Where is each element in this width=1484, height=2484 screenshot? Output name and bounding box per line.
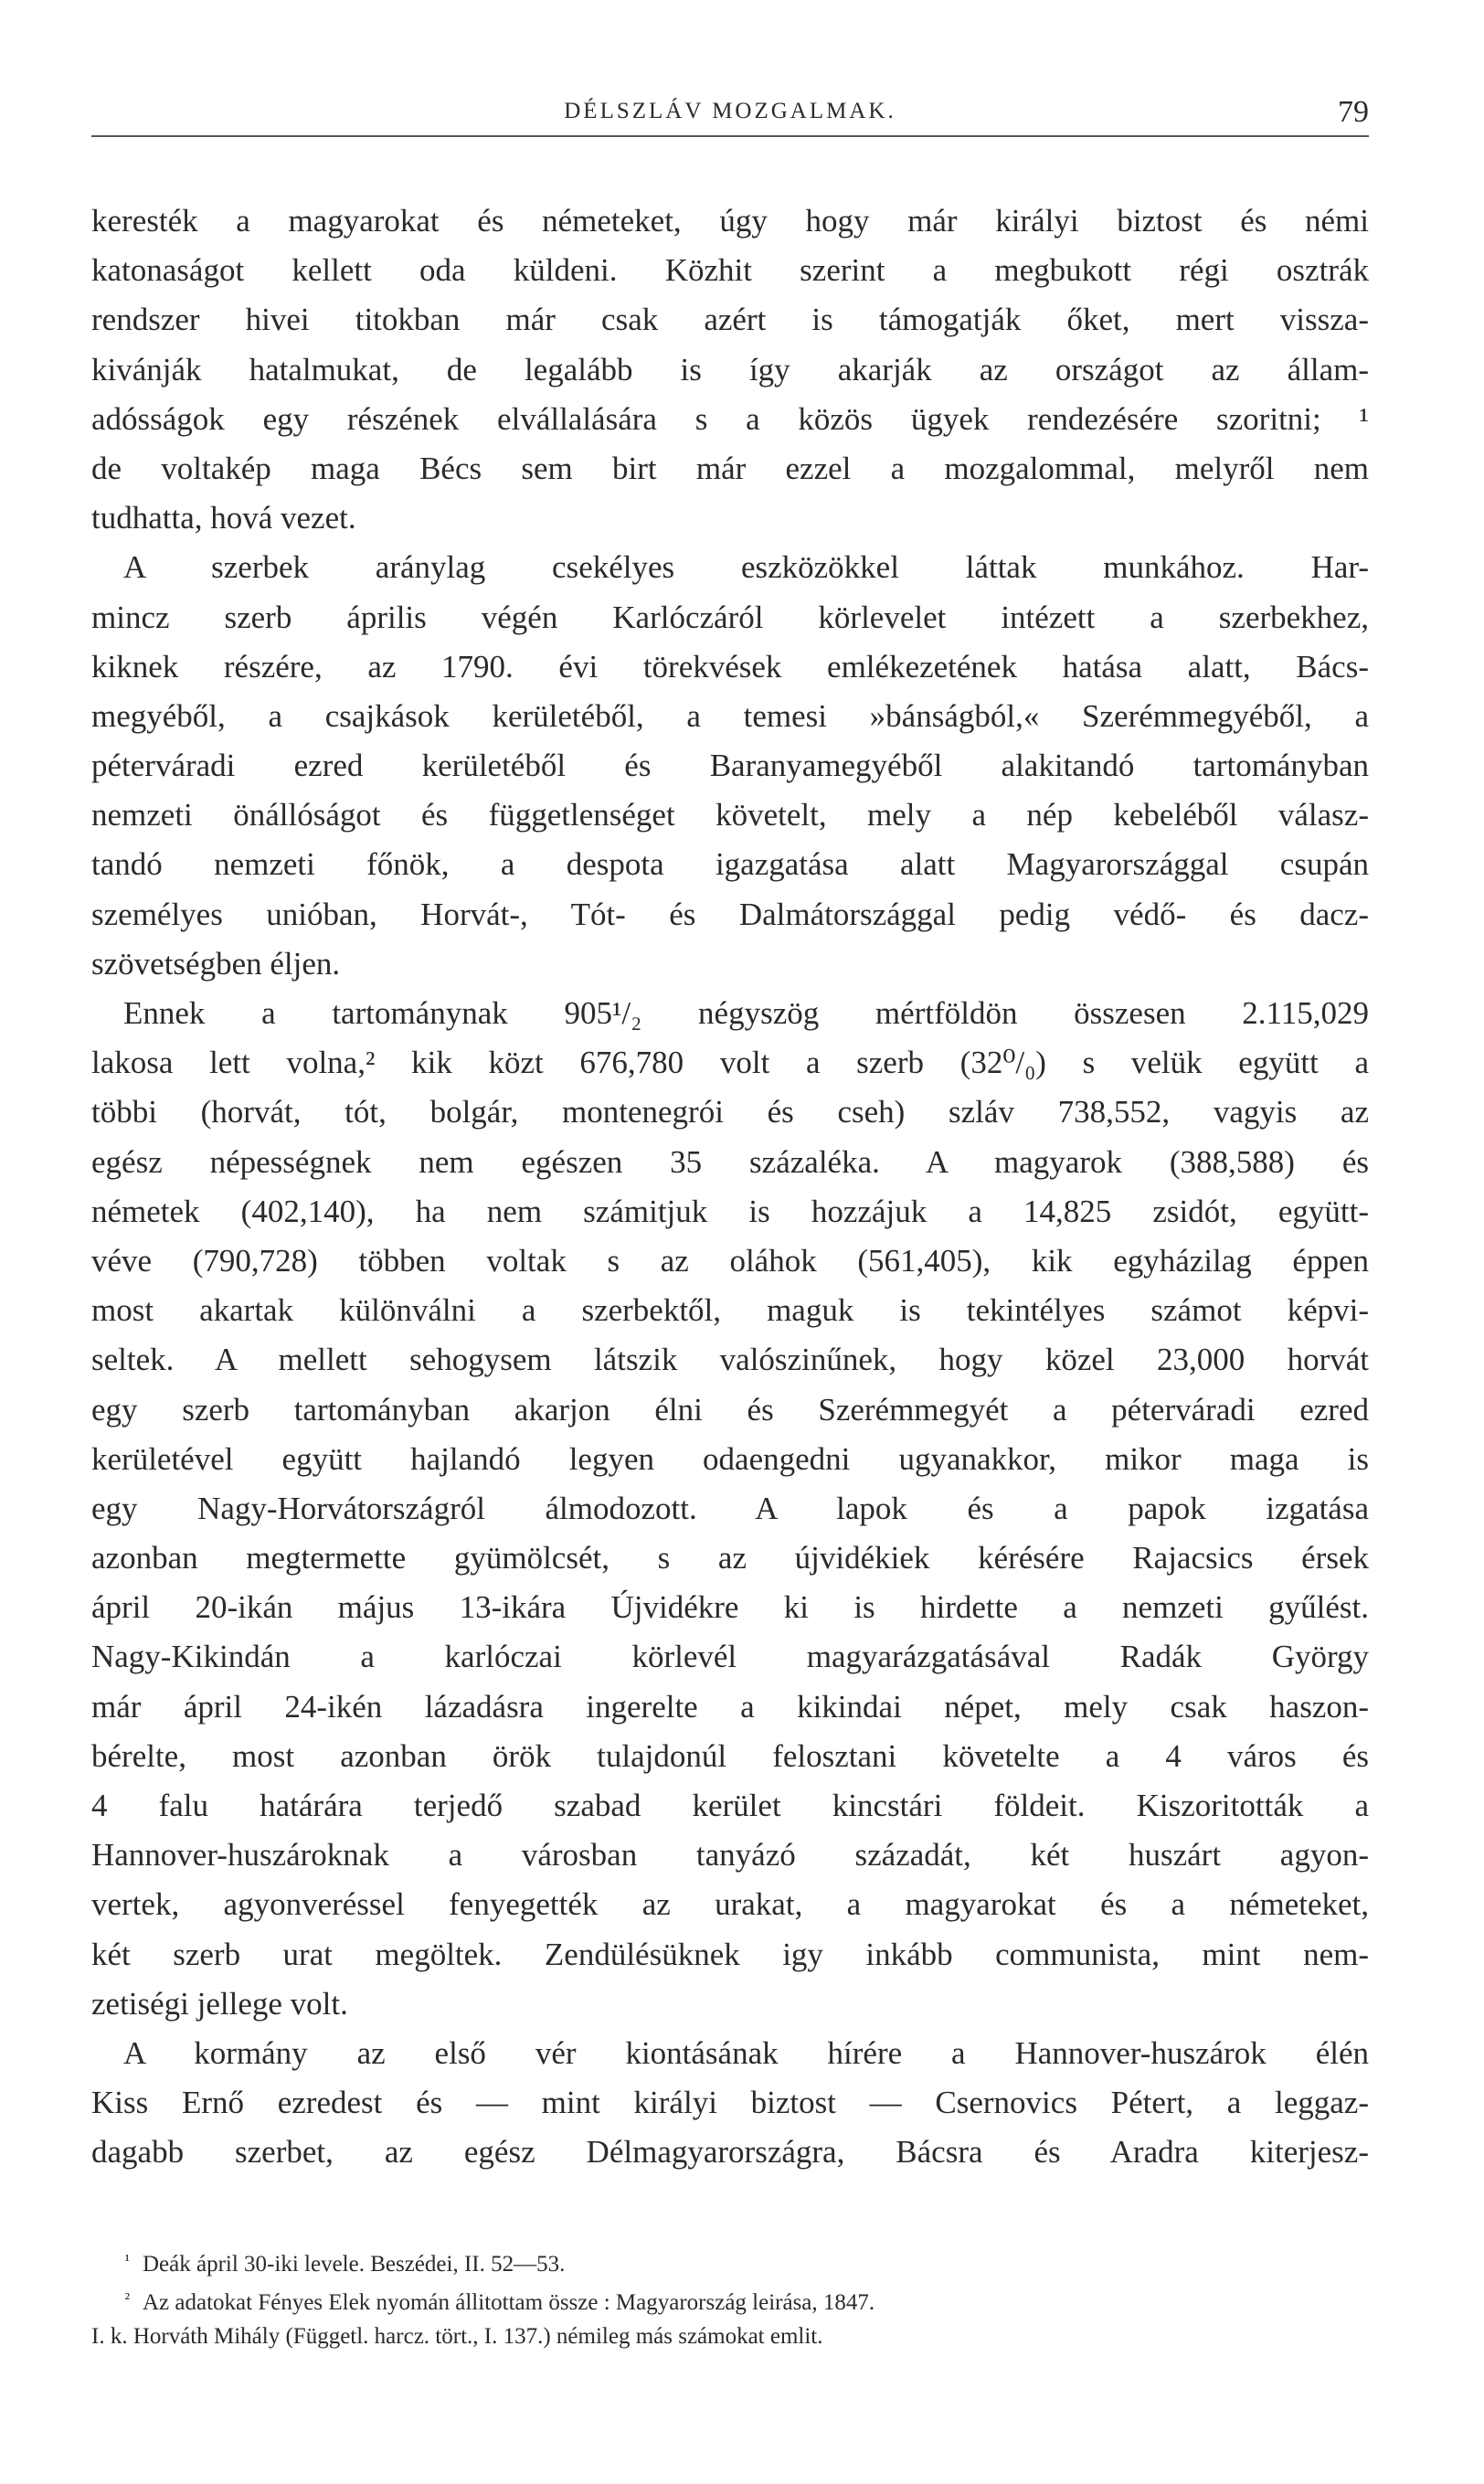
text-line: Kiss Ernő ezredest és — mint királyi biztost — Csernovics Pétert, a leggaz- [91,2085,1369,2121]
footnote-text: Deák ápril 30-iki levele. Beszédei, II. 52—53. [143,2252,566,2277]
text-line: péterváradi ezred kerületéből és Baranyamegyéből alakitandó tartományban [91,748,1369,784]
running-title: DÉLSZLÁV MOZGALMAK. [564,99,896,123]
text-line: A szerbek aránylag csekélyes eszközökkel láttak munkához. Har- [123,549,1369,586]
header-rule [91,135,1369,137]
body-text [91,196,1369,2178]
text-line: egész népességnek nem egészen 35 százaléka. A magyarok (388,588) és [91,1143,1369,1180]
text-line: egy szerb tartományban akarjon élni és Szerémmegyét a péterváradi ezred [91,1391,1369,1428]
text-line: már ápril 24-ikén lázadásra ingerelte a kikindai népet, mely csak haszon- [91,1688,1369,1725]
text-line: adósságok egy részének elvállalására s a közös ügyek rendezésére szoritni; ¹ [91,400,1369,437]
text-line: tudhatta, hová vezet. [91,500,356,536]
text-line: kiknek részére, az 1790. évi törekvések emlékezetének hatása alatt, Bács- [91,648,1369,685]
text-line: Ennek a tartománynak 905¹/₂ négyszög mértföldön összesen 2.115,029 [123,995,1369,1031]
footnote-mark: ² [124,2289,130,2308]
text-line: véve (790,728) többen voltak s az oláhok (561,405), kik egyházilag éppen [91,1242,1369,1279]
footnote-text: Az adatokat Fényes Elek nyomán állitottam össze : Magyarország leirása, 1847. [143,2290,875,2315]
footnote-continuation [91,2318,1369,2356]
text-line: rendszer hivei titokban már csak azért is támogatják őket, mert vissza- [91,302,1369,338]
text-line: kerületével együtt hajlandó legyen odaengedni ugyanakkor, mikor maga is [91,1440,1369,1477]
text-line: szövetségben éljen. [91,945,341,982]
text-line: ápril 20-ikán május 13-ikára Újvidékre ki is hirdette a nemzeti gyűlést. [91,1589,1369,1626]
running-head [91,95,1369,135]
text-line: mincz szerb április végén Karlóczáról körlevelet intézett a szerbekhez, [91,599,1369,635]
text-line: seltek. A mellett sehogysem látszik valószinűnek, hogy közel 23,000 horvát [91,1342,1369,1378]
text-line: tandó nemzeti főnök, a despota igazgatása alatt Magyarországgal csupán [91,846,1369,883]
text-line: nemzeti önállóságot és függetlenséget követelt, mely a nép kebeléből válasz- [91,797,1369,833]
text-line: egy Nagy-Horvátországról álmodozott. A lapok és a papok izgatása [91,1490,1369,1526]
text-line: lakosa lett volna,² kik közt 676,780 volt a szerb (32⁰/₀) s velük együtt a [91,1045,1369,1081]
text-line: most akartak különválni a szerbektől, maguk is tekintélyes számot képvi- [91,1292,1369,1329]
text-line: keresték a magyarokat és németeket, úgy hogy már királyi biztost és némi [91,203,1369,239]
text-line: katonaságot kellett oda küldeni. Közhit szerint a megbukott régi osztrák [91,252,1369,289]
footnote-text: I. k. Horváth Mihály (Függetl. harcz. tört., I. 137.) némileg más számokat emlit. [91,2324,823,2349]
text-line: kivánják hatalmukat, de legalább is így akarják az országot az állam- [91,351,1369,387]
text-line: dagabb szerbet, az egész Délmagyarországra, Bácsra és Aradra kiterjesz- [91,2134,1369,2171]
text-line: többi (horvát, tót, bolgár, montenegrói és cseh) szláv 738,552, vagyis az [91,1094,1369,1131]
text-line: bérelte, most azonban örök tulajdonúl felosztani követelte a 4 város és [91,1737,1369,1774]
text-line: személyes unióban, Horvát-, Tót- és Dalmátországgal pedig védő- és dacz- [91,896,1369,932]
text-line: 4 falu határára terjedő szabad kerület kincstári földeit. Kiszoritották a [91,1788,1369,1823]
text-line: A kormány az első vér kiontásának hírére a Hannover-huszárok élén [123,2034,1369,2071]
text-line: de voltakép maga Bécs sem birt már ezzel a mozgalommal, melyről nem [91,450,1369,486]
text-line: azonban megtermette gyümölcsét, s az újvidékiek kérésére Rajacsics érsek [91,1540,1369,1576]
text-line: vertek, agyonveréssel fenyegették az urakat, a magyarokat és a németeket, [91,1886,1369,1923]
footnote [91,2241,1369,2279]
footnote [91,2279,1369,2318]
text-line: két szerb urat megöltek. Zendülésüknek igy inkább communista, mint nem- [91,1936,1369,1972]
text-line: zetiségi jellege volt. [91,1985,348,2022]
footnote-mark: ¹ [124,2251,130,2269]
text-line: Nagy-Kikindán a karlóczai körlevél magyarázgatásával Radák György [91,1639,1369,1675]
page-number: 79 [1338,95,1369,129]
text-line: megyéből, a csajkások kerületéből, a temesi »bánságból,« Szerémmegyéből, a [91,697,1369,734]
text-line: németek (402,140), ha nem számitjuk is hozzájuk a 14,825 zsidót, együtt- [91,1193,1369,1229]
text-line: Hannover-huszároknak a városban tanyázó századát, két huszárt agyon- [91,1837,1369,1874]
footnotes [91,2241,1369,2356]
